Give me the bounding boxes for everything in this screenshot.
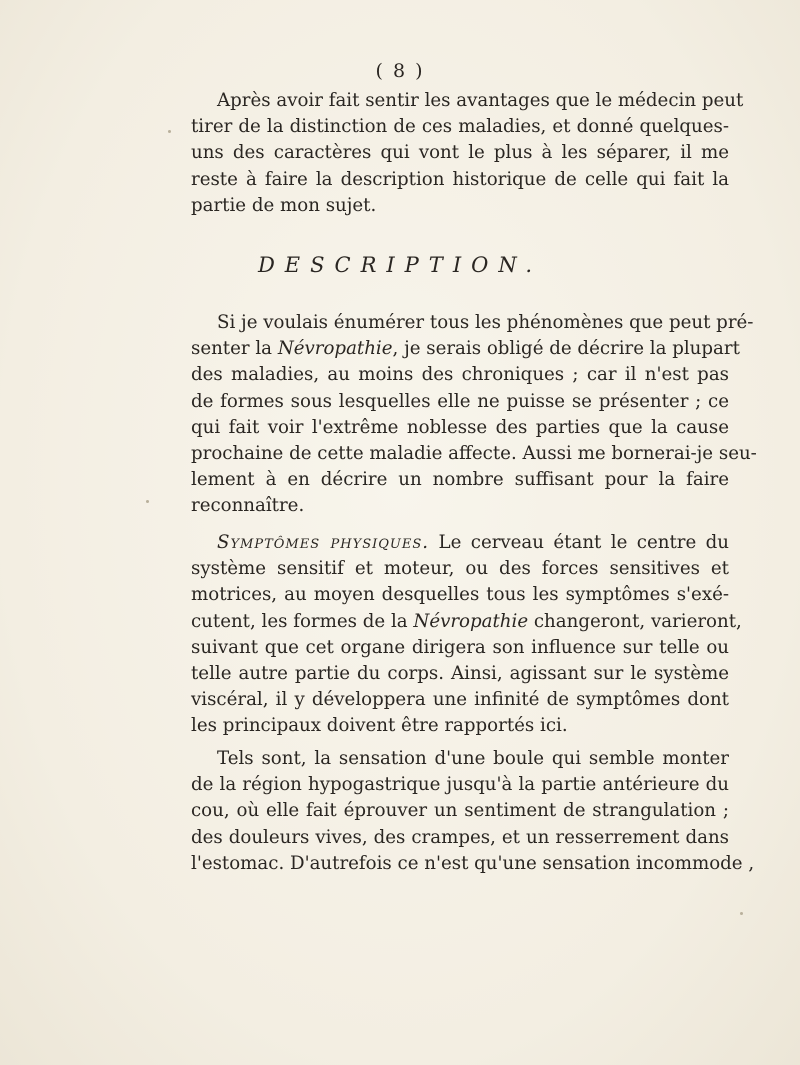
text-line: telle autre partie du corps. Ainsi, agissant sur le système [191, 663, 729, 685]
text-line: viscéral, il y développera une infinité de symptômes dont [191, 689, 729, 711]
text-line: Si je voulais énumérer tous les phénomènes que peut pré- [217, 312, 754, 333]
text-line: les principaux doivent être rapportés ici. [191, 715, 568, 737]
text-line: uns des caractères qui vont le plus à les séparer, il me [191, 142, 729, 164]
text-line: suivant que cet organe dirigera son influence sur telle ou [191, 636, 729, 658]
text-line [191, 336, 740, 362]
text-fragment: changeront, varieront, [528, 610, 742, 632]
paper-speck [146, 500, 149, 503]
intro-paragraph [191, 88, 744, 219]
text-line [191, 530, 729, 556]
text-line: reconnaître. [191, 495, 305, 517]
paper-speck [168, 130, 171, 133]
text-line: des maladies, au moins des chroniques ; car il n'est pas [191, 364, 729, 386]
text-fragment: , je serais obligé de décrire la plupart [392, 338, 740, 360]
text-line: l'estomac. D'autrefois ce n'est qu'une sensation incommode , [191, 852, 755, 874]
text-line: qui fait voir l'extrême noblesse des parties que la cause [191, 416, 729, 438]
text-line: système sensitif et moteur, ou des forces sensitives et [191, 558, 729, 580]
text-fragment: senter la [191, 338, 273, 360]
symptoms-paragraph [191, 530, 742, 740]
text-line: de formes sous lesquelles elle ne puisse se présenter ; ce [191, 390, 729, 412]
text-line: Après avoir fait sentir les avantages que le médecin peut [217, 90, 744, 111]
emphasis-term: Névropathie [413, 610, 529, 632]
text-line: motrices, au moyen desquelles tous les symptômes s'exé- [191, 584, 729, 606]
text-line [191, 609, 742, 635]
text-line: tirer de la distinction de ces maladies, et donné quelques- [191, 116, 729, 138]
section-heading: DESCRIPTION. [257, 253, 543, 277]
text-line: prochaine de cette maladie affecte. Aussi me bornerai-je seu- [191, 443, 757, 465]
text-fragment: Le cerveau étant le centre du [429, 532, 729, 553]
text-line: des douleurs vives, des crampes, et un resserrement dans [191, 826, 729, 848]
text-line: reste à faire la description historique de celle qui fait la [191, 168, 729, 190]
paper-speck [740, 912, 743, 915]
text-fragment: cutent, les formes de la [191, 610, 408, 632]
description-paragraph [191, 310, 757, 520]
text-line: lement à en décrire un nombre suffisant pour la faire [191, 469, 729, 491]
page-number: ( 8 ) [375, 60, 425, 82]
text-line: de la région hypogastrique jusqu'à la partie antérieure du [191, 774, 729, 796]
emphasis-term: Névropathie [277, 338, 393, 360]
smallcaps-heading: Symptômes physiques. [217, 532, 430, 553]
text-line: cou, où elle fait éprouver un sentiment de strangulation ; [191, 800, 729, 822]
text-line: partie de mon sujet. [191, 194, 377, 216]
text-line: Tels sont, la sensation d'une boule qui semble monter [217, 748, 729, 769]
closing-paragraph [191, 746, 755, 877]
